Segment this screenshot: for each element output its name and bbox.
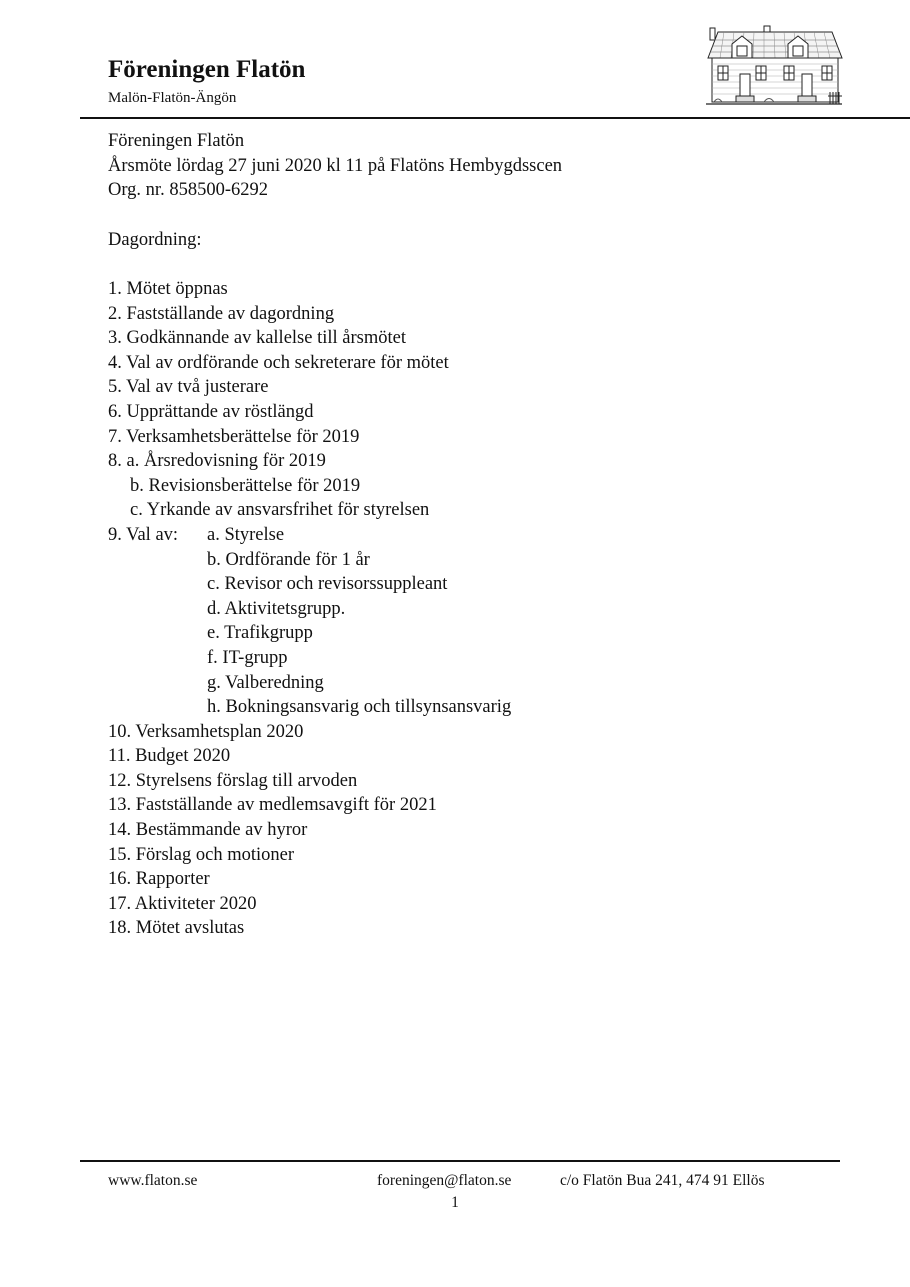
agenda-item: 7. Verksamhetsberättelse för 2019 — [108, 426, 360, 447]
agenda-subitem: a. Styrelse — [207, 524, 285, 545]
organization-subtitle: Malön-Flatön-Ängön — [108, 90, 237, 106]
agenda-subitem: f. IT-grupp — [207, 647, 288, 668]
agenda-item: 10. Verksamhetsplan 2020 — [108, 721, 304, 742]
agenda-item: 16. Rapporter — [108, 869, 210, 890]
agenda-subitem: b. Ordförande för 1 år — [207, 549, 370, 570]
agenda-item: 18. Mötet avslutas — [108, 918, 245, 939]
agenda-subitem: c. Revisor och revisorssuppleant — [207, 574, 448, 595]
agenda-item: 14. Bestämmande av hyror — [108, 820, 308, 841]
agenda-item: 6. Upprättande av röstlängd — [108, 401, 314, 422]
agenda-heading: Dagordning: — [108, 230, 202, 250]
agenda-item: 13. Fastställande av medlemsavgift för 2021 — [108, 795, 437, 816]
agenda-item: 5. Val av två justerare — [108, 377, 269, 398]
agenda-item: 11. Budget 2020 — [108, 746, 231, 767]
agenda-item: 15. Förslag och motioner — [108, 844, 295, 865]
agenda-item: 17. Aktiviteter 2020 — [108, 893, 257, 914]
footer-address: c/o Flatön Bua 241, 474 91 Ellös — [560, 1172, 765, 1189]
house-drawing-icon — [704, 24, 844, 112]
agenda-item: 2. Fastställande av dagordning — [108, 303, 335, 324]
agenda-item: 4. Val av ordförande och sekreterare för mötet — [108, 352, 449, 373]
agenda-subitem: c. Yrkande av ansvarsfrihet för styrelsen — [130, 500, 430, 521]
footer-email-link[interactable]: foreningen@flaton.se — [377, 1172, 512, 1189]
agenda-item: 12. Styrelsens förslag till arvoden — [108, 770, 358, 791]
agenda-subitem: b. Revisionsberättelse för 2019 — [130, 475, 361, 496]
header-divider — [80, 117, 910, 119]
organization-title: Föreningen Flatön — [108, 56, 306, 83]
agenda-subitem: g. Valberedning — [207, 672, 324, 693]
agenda-item: 8. a. Årsredovisning för 2019 — [108, 451, 326, 472]
page-number: 1 — [451, 1194, 459, 1211]
agenda-item-election — [108, 523, 511, 548]
organization-name: Föreningen Flatön — [108, 131, 245, 151]
agenda-subitem: e. Trafikgrupp — [207, 623, 313, 644]
agenda-item: 3. Godkännande av kallelse till årsmötet — [108, 328, 406, 349]
agenda-subitem: h. Bokningsansvarig och tillsynsansvarig — [207, 697, 512, 718]
meeting-info — [108, 129, 562, 203]
agenda-item: 9. Val av: — [108, 524, 179, 545]
agenda-item: 1. Mötet öppnas — [108, 279, 228, 299]
agenda-list — [108, 277, 511, 941]
footer-divider — [80, 1160, 840, 1162]
organization-number: Org. nr. 858500-6292 — [108, 180, 268, 201]
meeting-details: Årsmöte lördag 27 juni 2020 kl 11 på Flatöns Hembygdsscen — [108, 155, 563, 176]
agenda-subitem: d. Aktivitetsgrupp. — [207, 598, 346, 619]
footer-website-link[interactable]: www.flaton.se — [108, 1172, 198, 1189]
